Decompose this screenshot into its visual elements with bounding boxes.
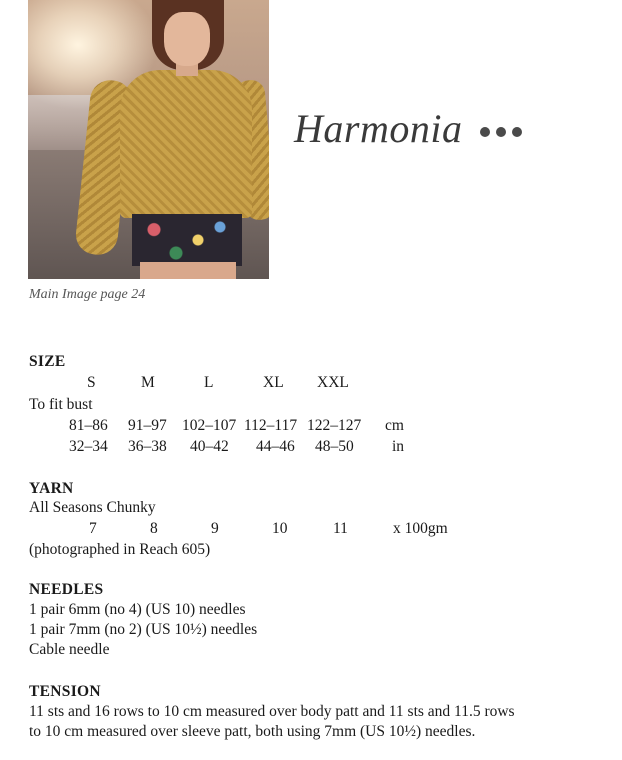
- bust-in-xxl: 48–50: [315, 438, 354, 455]
- size-label-m: M: [141, 374, 155, 391]
- tension-line: 11 sts and 16 rows to 10 cm measured over body patt and 11 sts and 11.5 rows: [29, 703, 515, 720]
- yarn-note: (photographed in Reach 605): [29, 541, 211, 558]
- face: [164, 12, 210, 66]
- sweater: [120, 70, 252, 218]
- needles-heading: NEEDLES: [29, 581, 104, 598]
- size-heading: SIZE: [29, 353, 66, 370]
- model-photo: [28, 0, 269, 279]
- bust-cm-xl: 112–117: [244, 417, 298, 434]
- yarn-unit: x 100gm: [393, 520, 448, 537]
- difficulty-dots: [480, 127, 522, 137]
- size-label-xxl: XXL: [317, 374, 349, 391]
- image-caption: Main Image page 24: [29, 287, 146, 302]
- tension-line: to 10 cm measured over sleeve patt, both using 7mm (US 10½) needles.: [29, 723, 476, 740]
- bust-in-xl: 44–46: [256, 438, 295, 455]
- yarn-amount-xxl: 11: [333, 520, 348, 537]
- bust-cm-s: 81–86: [69, 417, 108, 434]
- needle-line: Cable needle: [29, 641, 110, 658]
- difficulty-dot: [512, 127, 522, 137]
- yarn-amount-s: 7: [89, 520, 97, 537]
- size-label-l: L: [204, 374, 214, 391]
- bust-in-unit: in: [392, 438, 405, 455]
- tension-heading: TENSION: [29, 683, 101, 700]
- size-label-s: S: [87, 374, 96, 391]
- pattern-title: Harmonia: [294, 106, 463, 151]
- difficulty-dot: [480, 127, 490, 137]
- yarn-amount-xl: 10: [272, 520, 288, 537]
- yarn-heading: YARN: [29, 480, 74, 497]
- bust-cm-xxl: 122–127: [307, 417, 362, 434]
- legs: [140, 262, 236, 279]
- bust-cm-l: 102–107: [182, 417, 237, 434]
- needle-line: 1 pair 7mm (no 2) (US 10½) needles: [29, 621, 258, 638]
- yarn-name: All Seasons Chunky: [29, 499, 156, 516]
- size-label-xl: XL: [263, 374, 284, 391]
- title-block: [294, 105, 522, 152]
- bust-in-m: 36–38: [128, 438, 167, 455]
- difficulty-dot: [496, 127, 506, 137]
- bust-cm-m: 91–97: [128, 417, 167, 434]
- fit-bust-label: To fit bust: [29, 396, 93, 413]
- bust-in-l: 40–42: [190, 438, 229, 455]
- bust-in-s: 32–34: [69, 438, 108, 455]
- floral-shorts: [132, 214, 242, 266]
- bust-cm-unit: cm: [385, 417, 404, 434]
- yarn-amount-m: 8: [150, 520, 158, 537]
- yarn-amount-l: 9: [211, 520, 219, 537]
- needle-line: 1 pair 6mm (no 4) (US 10) needles: [29, 601, 246, 618]
